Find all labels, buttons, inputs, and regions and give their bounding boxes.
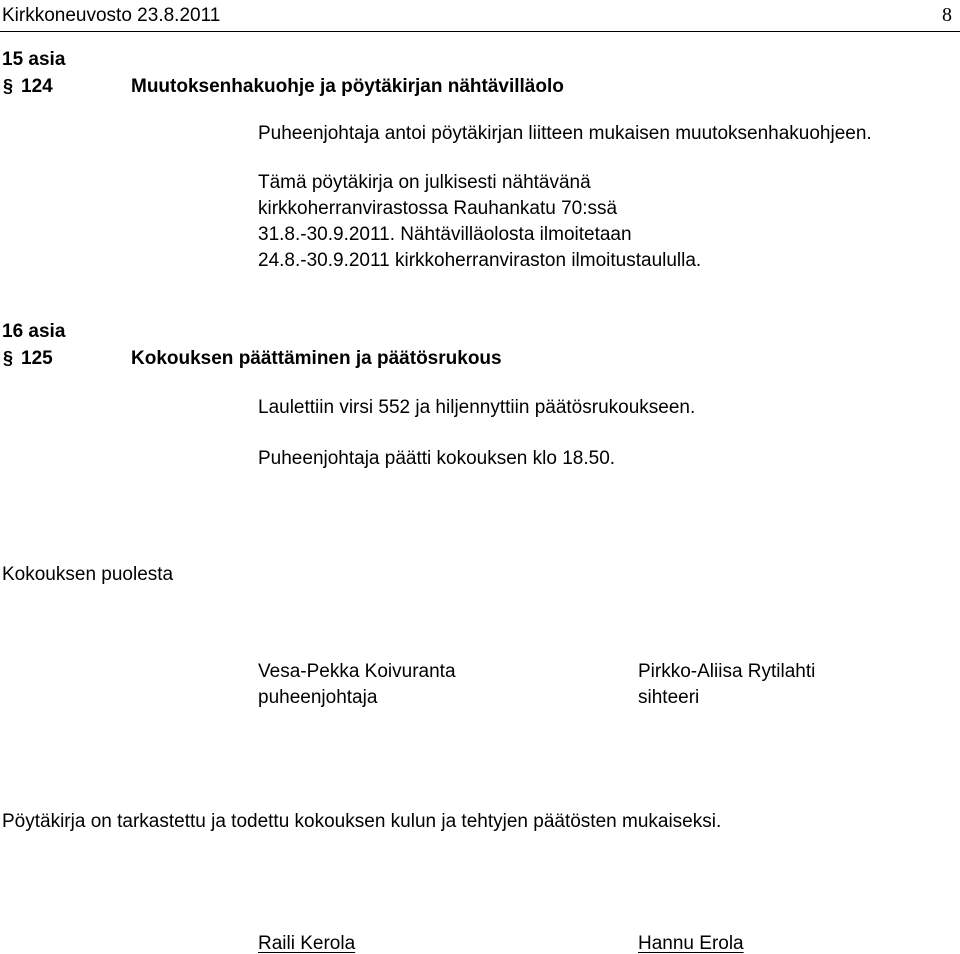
section-number: 125 <box>21 348 53 369</box>
verification-statement: Pöytäkirja on tarkastettu ja todettu kokouksen kulun ja tehtyjen päätösten mukaiseksi. <box>2 811 722 832</box>
section-heading: Kokouksen päättäminen ja päätösrukous <box>131 348 502 369</box>
paragraph: Laulettiin virsi 552 ja hiljennyttiin päätösrukoukseen. <box>258 397 696 418</box>
signatures-label: Kokouksen puolesta <box>2 564 174 585</box>
document-header-title: Kirkkoneuvosto 23.8.2011 <box>2 5 221 26</box>
verifier-name-right: Hannu Erola <box>638 933 744 954</box>
paragraph: Tämä pöytäkirja on julkisesti nähtävänä kirkkoherranvirastossa Rauhankatu 70:ssä 31.8.-30.9.2011. Nähtävilläolosta ilmoitetaan 24.8.-30.9.2011 kirkkoherranviraston ilmoitustaululla. <box>258 172 702 271</box>
paragraph: Puheenjohtaja päätti kokouksen klo 18.50. <box>258 448 616 469</box>
header-rule <box>0 31 960 32</box>
secretary-role: sihteeri <box>638 687 700 708</box>
paragraph: Puheenjohtaja antoi pöytäkirjan liitteen mukaisen muutoksenhakuohjeen. <box>258 123 872 144</box>
verifier-name-left: Raili Kerola <box>258 933 356 954</box>
section-heading: Muutoksenhakuohje ja pöytäkirjan nähtävilläolo <box>131 76 564 97</box>
section-sign: § <box>3 348 14 368</box>
chair-role: puheenjohtaja <box>258 687 378 708</box>
secretary-name: Pirkko-Aliisa Rytilahti <box>638 661 816 682</box>
section-sign: § <box>3 76 14 96</box>
asia-label: 15 asia <box>2 49 66 70</box>
chair-name: Vesa-Pekka Koivuranta <box>258 661 456 682</box>
page-number: 8 <box>942 4 952 26</box>
asia-label: 16 asia <box>2 321 66 342</box>
section-number: 124 <box>21 76 53 97</box>
